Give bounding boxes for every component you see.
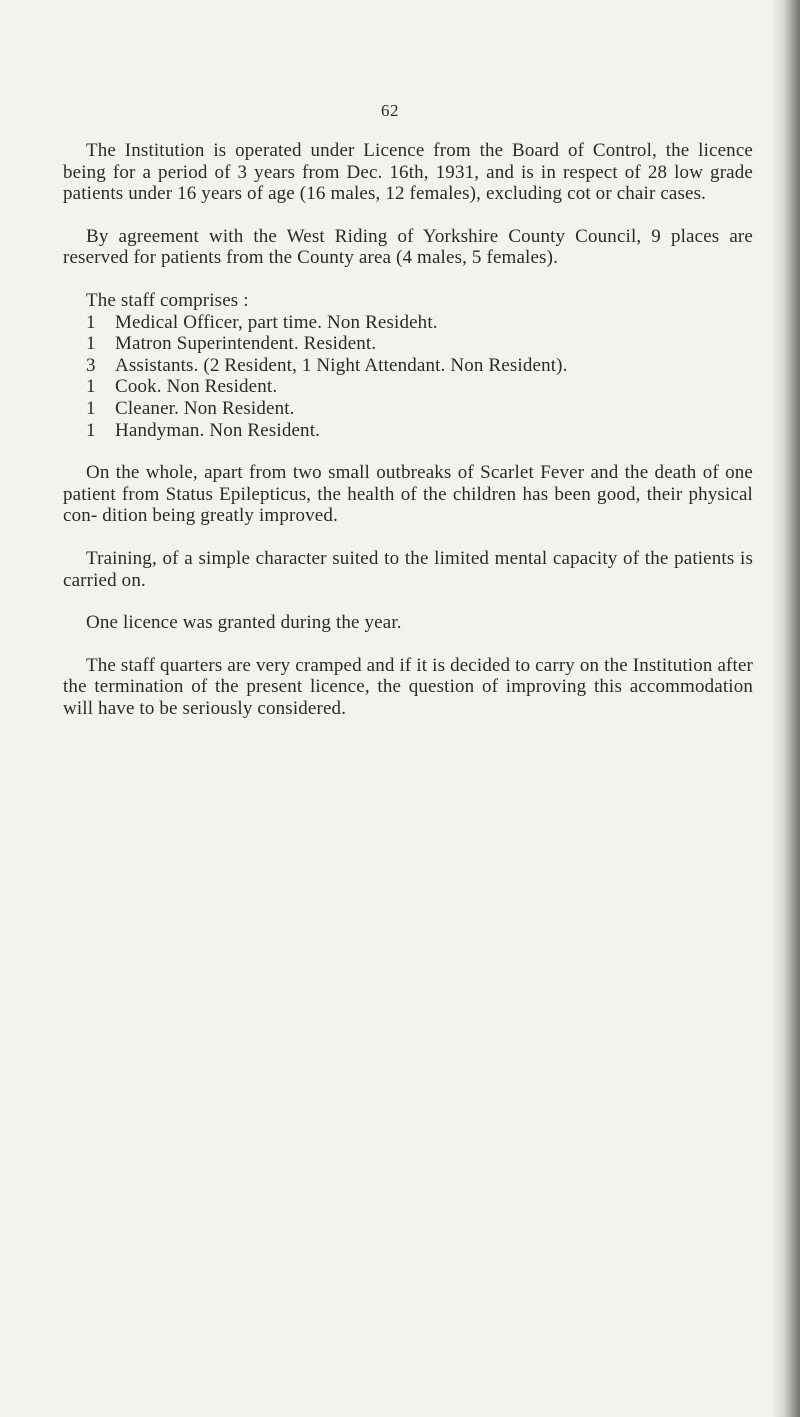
licence-granted-paragraph: One licence was granted during the year. [86, 612, 402, 634]
staff-count: 1 [86, 376, 96, 398]
staff-role: Handyman. Non Resident. [115, 419, 321, 441]
staff-item [63, 312, 753, 334]
staff-item [63, 355, 753, 377]
page-number: 62 [381, 101, 399, 120]
staff-list [63, 312, 753, 442]
staff-quarters-paragraph: The staff quarters are very cramped and if it is decided to carry on the Institution after the termination of the present licence, the question of improving this accommodation will have to be seriously considered. [63, 654, 753, 719]
staff-intro: The staff comprises : [86, 289, 249, 311]
staff-item [63, 376, 753, 398]
staff-role: Cleaner. Non Resident. [115, 397, 295, 419]
staff-role: Cook. Non Resident. [115, 376, 278, 398]
page-body [63, 140, 753, 719]
licence-paragraph: The Institution is operated under Licence from the Board of Control, the licence being for a period of 3 years from Dec. 16th, 1931, and is in respect of 28 low grade patients under 16 years of age (16 males, 12 females), excluding cot or chair cases. [63, 140, 753, 205]
training-paragraph: Training, of a simple character suited to the limited mental capacity of the patients is carried on. [63, 547, 753, 591]
staff-count: 1 [86, 419, 96, 441]
staff-role: Medical Officer, part time. Non Resideht. [115, 311, 438, 333]
staff-role: Matron Superintendent. Resident. [115, 333, 377, 355]
page-edge-shadow [772, 0, 800, 1417]
staff-count: 1 [86, 333, 96, 355]
health-paragraph: On the whole, apart from two small outbreaks of Scarlet Fever and the death of one patient from Status Epilepticus, the health of the children has been good, their physical con- dition being greatly improved. [63, 462, 753, 527]
staff-count: 3 [86, 354, 96, 376]
staff-count: 1 [86, 311, 96, 333]
staff-item [63, 333, 753, 355]
staff-role: Assistants. (2 Resident, 1 Night Attendant. Non Resident). [115, 354, 568, 376]
staff-count: 1 [86, 397, 96, 419]
staff-item [63, 420, 753, 442]
agreement-paragraph: By agreement with the West Riding of Yorkshire County Council, 9 places are reserved for patients from the County area (4 males, 5 females). [63, 225, 753, 269]
staff-item [63, 398, 753, 420]
